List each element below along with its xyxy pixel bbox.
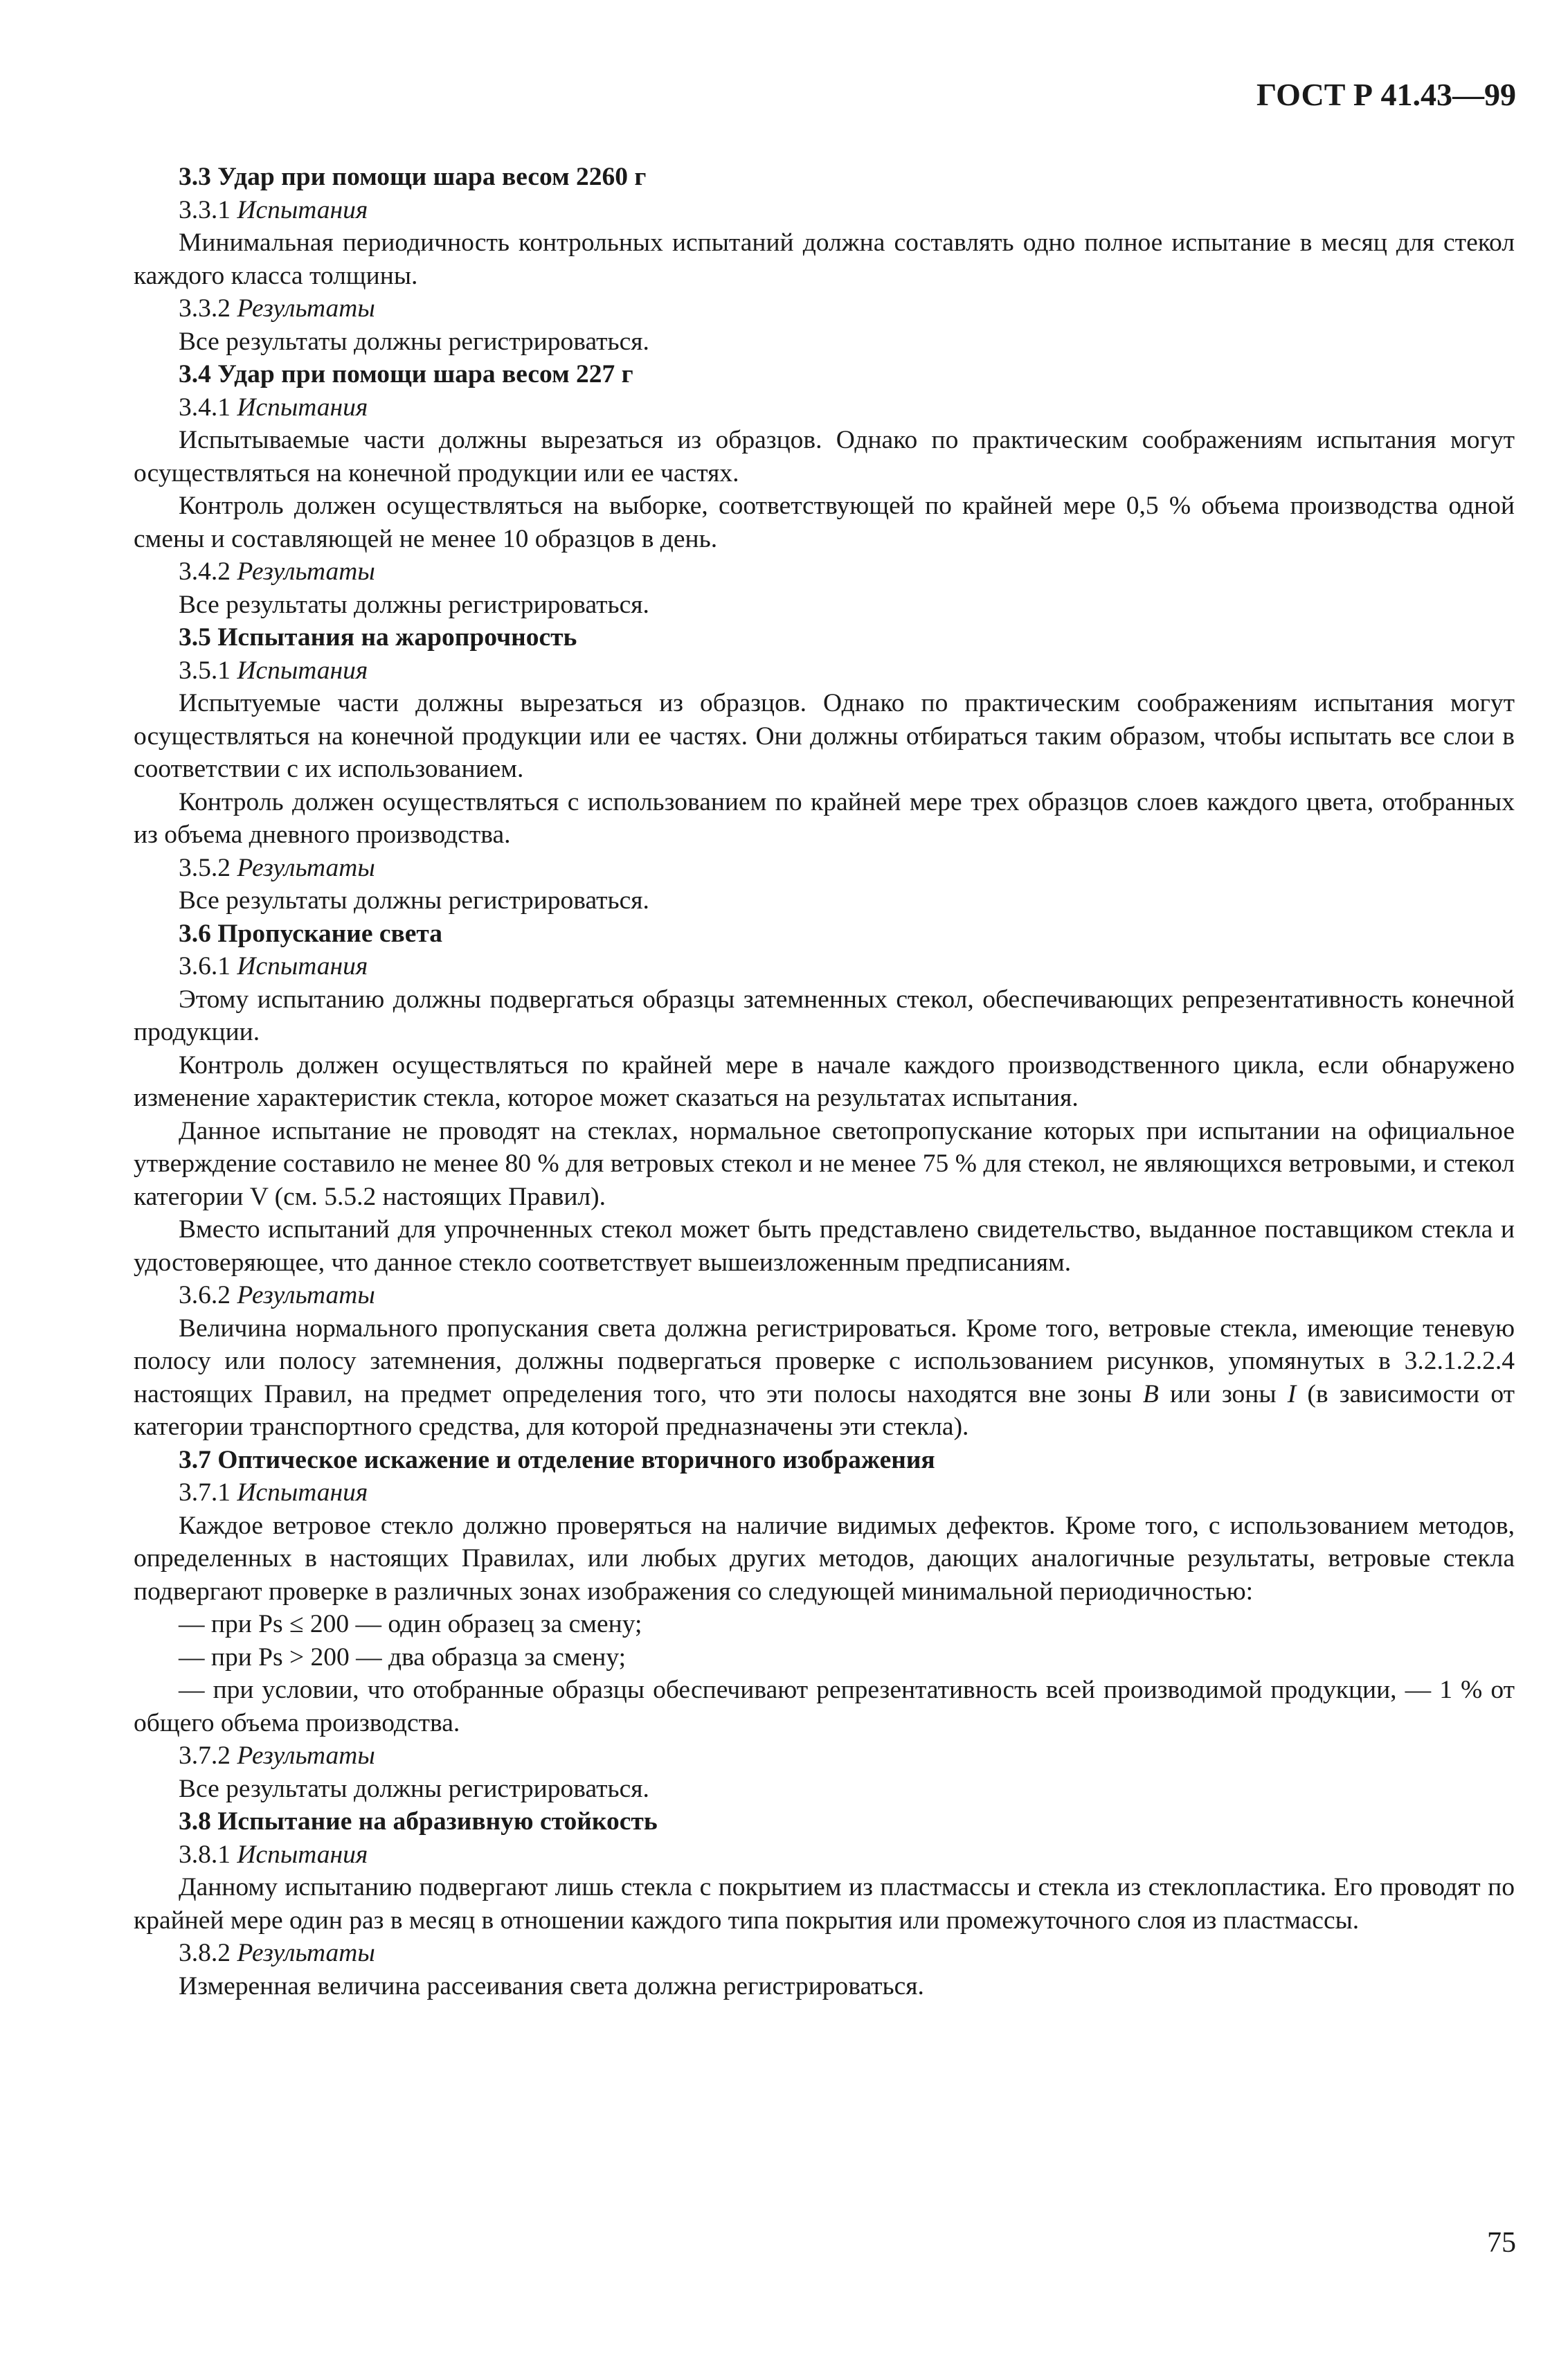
subsection-heading: 3.3.2 Результаты [179, 294, 375, 323]
section-heading: 3.6 Пропускание света [179, 919, 443, 948]
paragraph: Минимальная периодичность контрольных испытаний должна составлять одно полное испытание в месяц для стекол каждого класса толщины. [134, 229, 1515, 290]
subsection-heading: 3.5.2 Результаты [179, 853, 375, 882]
document-header: ГОСТ Р 41.43—99 [1256, 77, 1516, 112]
subsection-heading: 3.5.1 Испытания [179, 656, 368, 685]
paragraph: Данному испытанию подвергают лишь стекла с покрытием из пластмассы и стекла из стеклопластика. Его проводят по крайней мере один раз в месяц в отношении каждого типа покрытия или промежуточного слоя из пластмассы. [134, 1873, 1515, 1935]
paragraph: Данное испытание не проводят на стеклах, нормальное светопропускание которых при испытании на официальное утверждение составило не менее 80 % для ветровых стекол и не менее 75 % для стекол, не являющихся ветровыми, и стекол категории V (см. 5.5.2 настоящих Правил). [134, 1116, 1515, 1211]
section-heading: 3.3 Удар при помощи шара весом 2260 г [179, 163, 647, 191]
page-number: 75 [1487, 2227, 1516, 2259]
paragraph: Этому испытанию должны подвергаться образцы затемненных стекол, обеспечивающих репрезентативность конечной продукции. [134, 985, 1515, 1046]
paragraph: Все результаты должны регистрироваться. [179, 590, 649, 619]
list-item: — при Ps > 200 — два образца за смену; [179, 1642, 627, 1672]
section-heading: 3.8 Испытание на абразивную стойкость [179, 1807, 658, 1836]
subsection-heading: 3.8.2 Результаты [179, 1939, 375, 1967]
paragraph: Контроль должен осуществляться на выборке, соответствующей по крайней мере 0,5 % объема производства одной смены и составляющей не менее 10 образцов в день. [134, 492, 1515, 553]
paragraph: Испытываемые части должны вырезаться из образцов. Однако по практическим соображениям испытания могут осуществляться на конечной продукции или ее частях. [134, 426, 1515, 487]
subsection-heading: 3.3.1 Испытания [179, 195, 368, 224]
section-heading: 3.5 Испытания на жаропрочность [179, 623, 577, 652]
list-item: — при условии, что отобранные образцы обеспечивают репрезентативность всей производимой продукции, — 1 % от общего объема производства. [134, 1676, 1515, 1737]
subsection-heading: 3.8.1 Испытания [179, 1840, 368, 1869]
subsection-heading: 3.6.2 Результаты [179, 1281, 375, 1309]
section-heading: 3.4 Удар при помощи шара весом 227 г [179, 360, 633, 388]
section-heading: 3.7 Оптическое искажение и отделение вторичного изображения [179, 1445, 935, 1474]
subsection-heading: 3.7.2 Результаты [179, 1741, 375, 1770]
paragraph: Все результаты должны регистрироваться. [179, 1774, 649, 1803]
paragraph: Все результаты должны регистрироваться. [179, 886, 649, 915]
zone-i-label: I [1287, 1379, 1297, 1408]
paragraph: Испытуемые части должны вырезаться из образцов. Однако по практическим соображениям испытания могут осуществляться на конечной продукции или ее частях. Они должны отбираться таким образом, чтобы испытать все слои в соответствии с их использованием. [134, 689, 1515, 783]
paragraph: Величина нормального пропускания света должна регистрироваться. Кроме того, ветровые стекла, имеющие теневую полосу или полосу затемнения, должны подвергаться проверке с использованием рисунков, упомянутых в 3.2.1.2.2.4 настоящих Правил, на предмет определения того, что эти полосы находятся вне зоны B или зоны I (в зависимости от категории транспортного средства, для которой предназначены эти стекла). [134, 1314, 1515, 1441]
paragraph: Контроль должен осуществляться по крайней мере в начале каждого производственного цикла, если обнаружено изменение характеристик стекла, которое может сказаться на результатах испытания. [134, 1050, 1515, 1112]
document-body [134, 161, 1515, 2003]
subsection-heading: 3.4.2 Результаты [179, 557, 375, 586]
list-item: — при Ps ≤ 200 — один образец за смену; [179, 1610, 642, 1638]
subsection-heading: 3.7.1 Испытания [179, 1478, 368, 1507]
paragraph: Контроль должен осуществляться с использованием по крайней мере трех образцов слоев каждого цвета, отобранных из объема дневного производства. [134, 787, 1515, 849]
paragraph: Вместо испытаний для упрочненных стекол может быть представлено свидетельство, выданное поставщиком стекла и удостоверяющее, что данное стекло соответствует вышеизложенным предписаниям. [134, 1215, 1515, 1277]
subsection-heading: 3.4.1 Испытания [179, 393, 368, 422]
subsection-heading: 3.6.1 Испытания [179, 952, 368, 980]
paragraph: Измеренная величина рассеивания света должна регистрироваться. [179, 1971, 924, 2000]
paragraph: Каждое ветровое стекло должно проверяться на наличие видимых дефектов. Кроме того, с использованием методов, определенных в настоящих Правилах, или любых других методов, дающих аналогичные результаты, ветровые стекла подвергают проверке в различных зонах изображения со следующей минимальной периодичностью: [134, 1511, 1515, 1606]
paragraph: Все результаты должны регистрироваться. [179, 327, 649, 356]
zone-b-label: B [1142, 1379, 1159, 1408]
